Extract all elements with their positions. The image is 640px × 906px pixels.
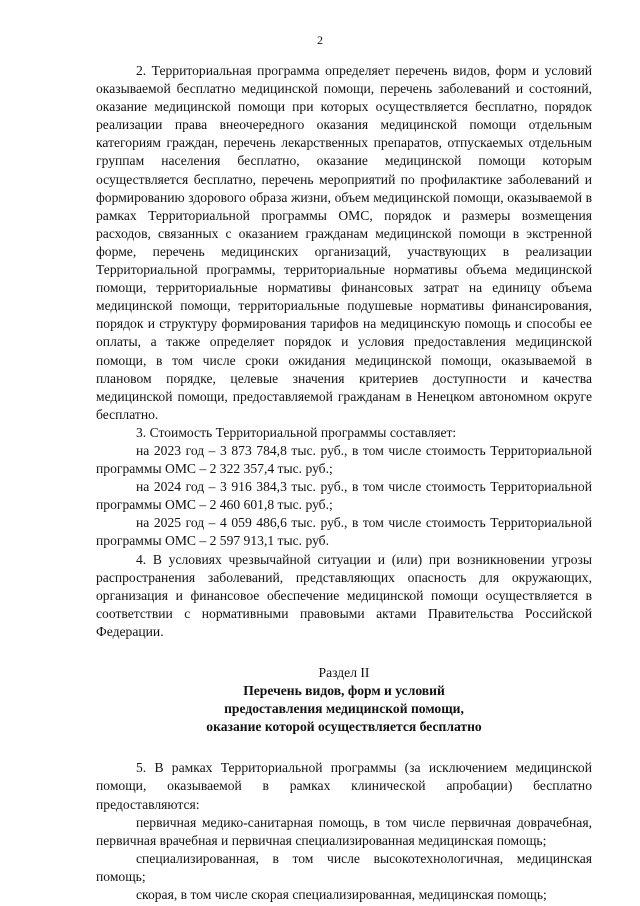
section-title-line-1: Перечень видов, форм и условий [243, 683, 445, 699]
list-item-specialized-care: специализированная, в том числе высокотехнологичная, медицинская помощь; [96, 850, 592, 884]
section-number: Раздел II [318, 665, 370, 680]
paragraph-5: 5. В рамках Территориальной программы (за исключением медицинской помощи, оказываемой в рамках клинической апробации) бесплатно предоставляются: [96, 760, 592, 812]
section-title-line-3: оказание которой осуществляется бесплатно [206, 719, 482, 735]
document-body [96, 62, 592, 904]
list-item-primary-care: первичная медико-санитарная помощь, в том числе первичная доврачебная, первичная врачебная и первичная специализированная медицинская помощь; [96, 814, 592, 848]
paragraph-4: 4. В условиях чрезвычайной ситуации и (или) при возникновении угрозы распространения заболеваний, представляющих опасность для окружающих, организация и финансовое обеспечение медицинской помощи осуществляется в соответствии с нормативными правовыми актами Правительства Российской Федерации. [96, 551, 592, 639]
page-number: 2 [317, 33, 323, 47]
paragraph-cost-2024: на 2024 год – 3 916 384,3 тыс. руб., в том числе стоимость Территориальной программы ОМС – 2 460 601,8 тыс. руб.; [96, 479, 592, 513]
paragraph-cost-2025: на 2025 год – 4 059 486,6 тыс. руб., в том числе стоимость Территориальной программы ОМС – 2 597 913,1 тыс. руб. [96, 515, 592, 549]
paragraph-3: 3. Стоимость Территориальной программы составляет: [136, 424, 457, 440]
section-title-line-2: предоставления медицинской помощи, [224, 701, 464, 717]
section-heading [96, 664, 592, 736]
list-item-emergency-care: скорая, в том числе скорая специализированная, медицинская помощь; [136, 887, 547, 903]
paragraph-2: 2. Территориальная программа определяет перечень видов, форм и условий оказываемой бесплатно медицинской помощи, перечень заболеваний и состояний, оказание медицинской помощи при которых осуществляется бесплатно, порядок реализации права внеочередного оказания медицинской помощи отдельным категориям граждан, перечень лекарственных препаратов, отпускаемых отдельным группам населения бесплатно, оказание медицинской помощи которым осуществляется бесплатно, перечень мероприятий по профилактике заболеваний и формированию здорового образа жизни, объем медицинской помощи, оказываемой в рамках Территориальной программы ОМС, порядок и размеры возмещения расходов, связанных с оказанием гражданам медицинской помощи в экстренной форме, перечень медицинских организаций, участвующих в реализации Территориальной программы, территориальные нормативы объема медицинской помощи, территориальные нормативы финансовых затрат на единицу объема медицинской помощи, территориальные подушевые нормативы финансирования, порядок и структуру формирования тарифов на медицинскую помощь и способы ее оплаты, а также определяет порядок и условия предоставления медицинской помощи, в том числе сроки ожидания медицинской помощи, оказываемой в плановом порядке, целевые значения критериев доступности и качества медицинской помощи, предоставляемой гражданам в Ненецком автономном округе бесплатно. [96, 63, 592, 422]
paragraph-cost-2023: на 2023 год – 3 873 784,8 тыс. руб., в том числе стоимость Территориальной программы ОМС – 2 322 357,4 тыс. руб.; [96, 442, 592, 477]
